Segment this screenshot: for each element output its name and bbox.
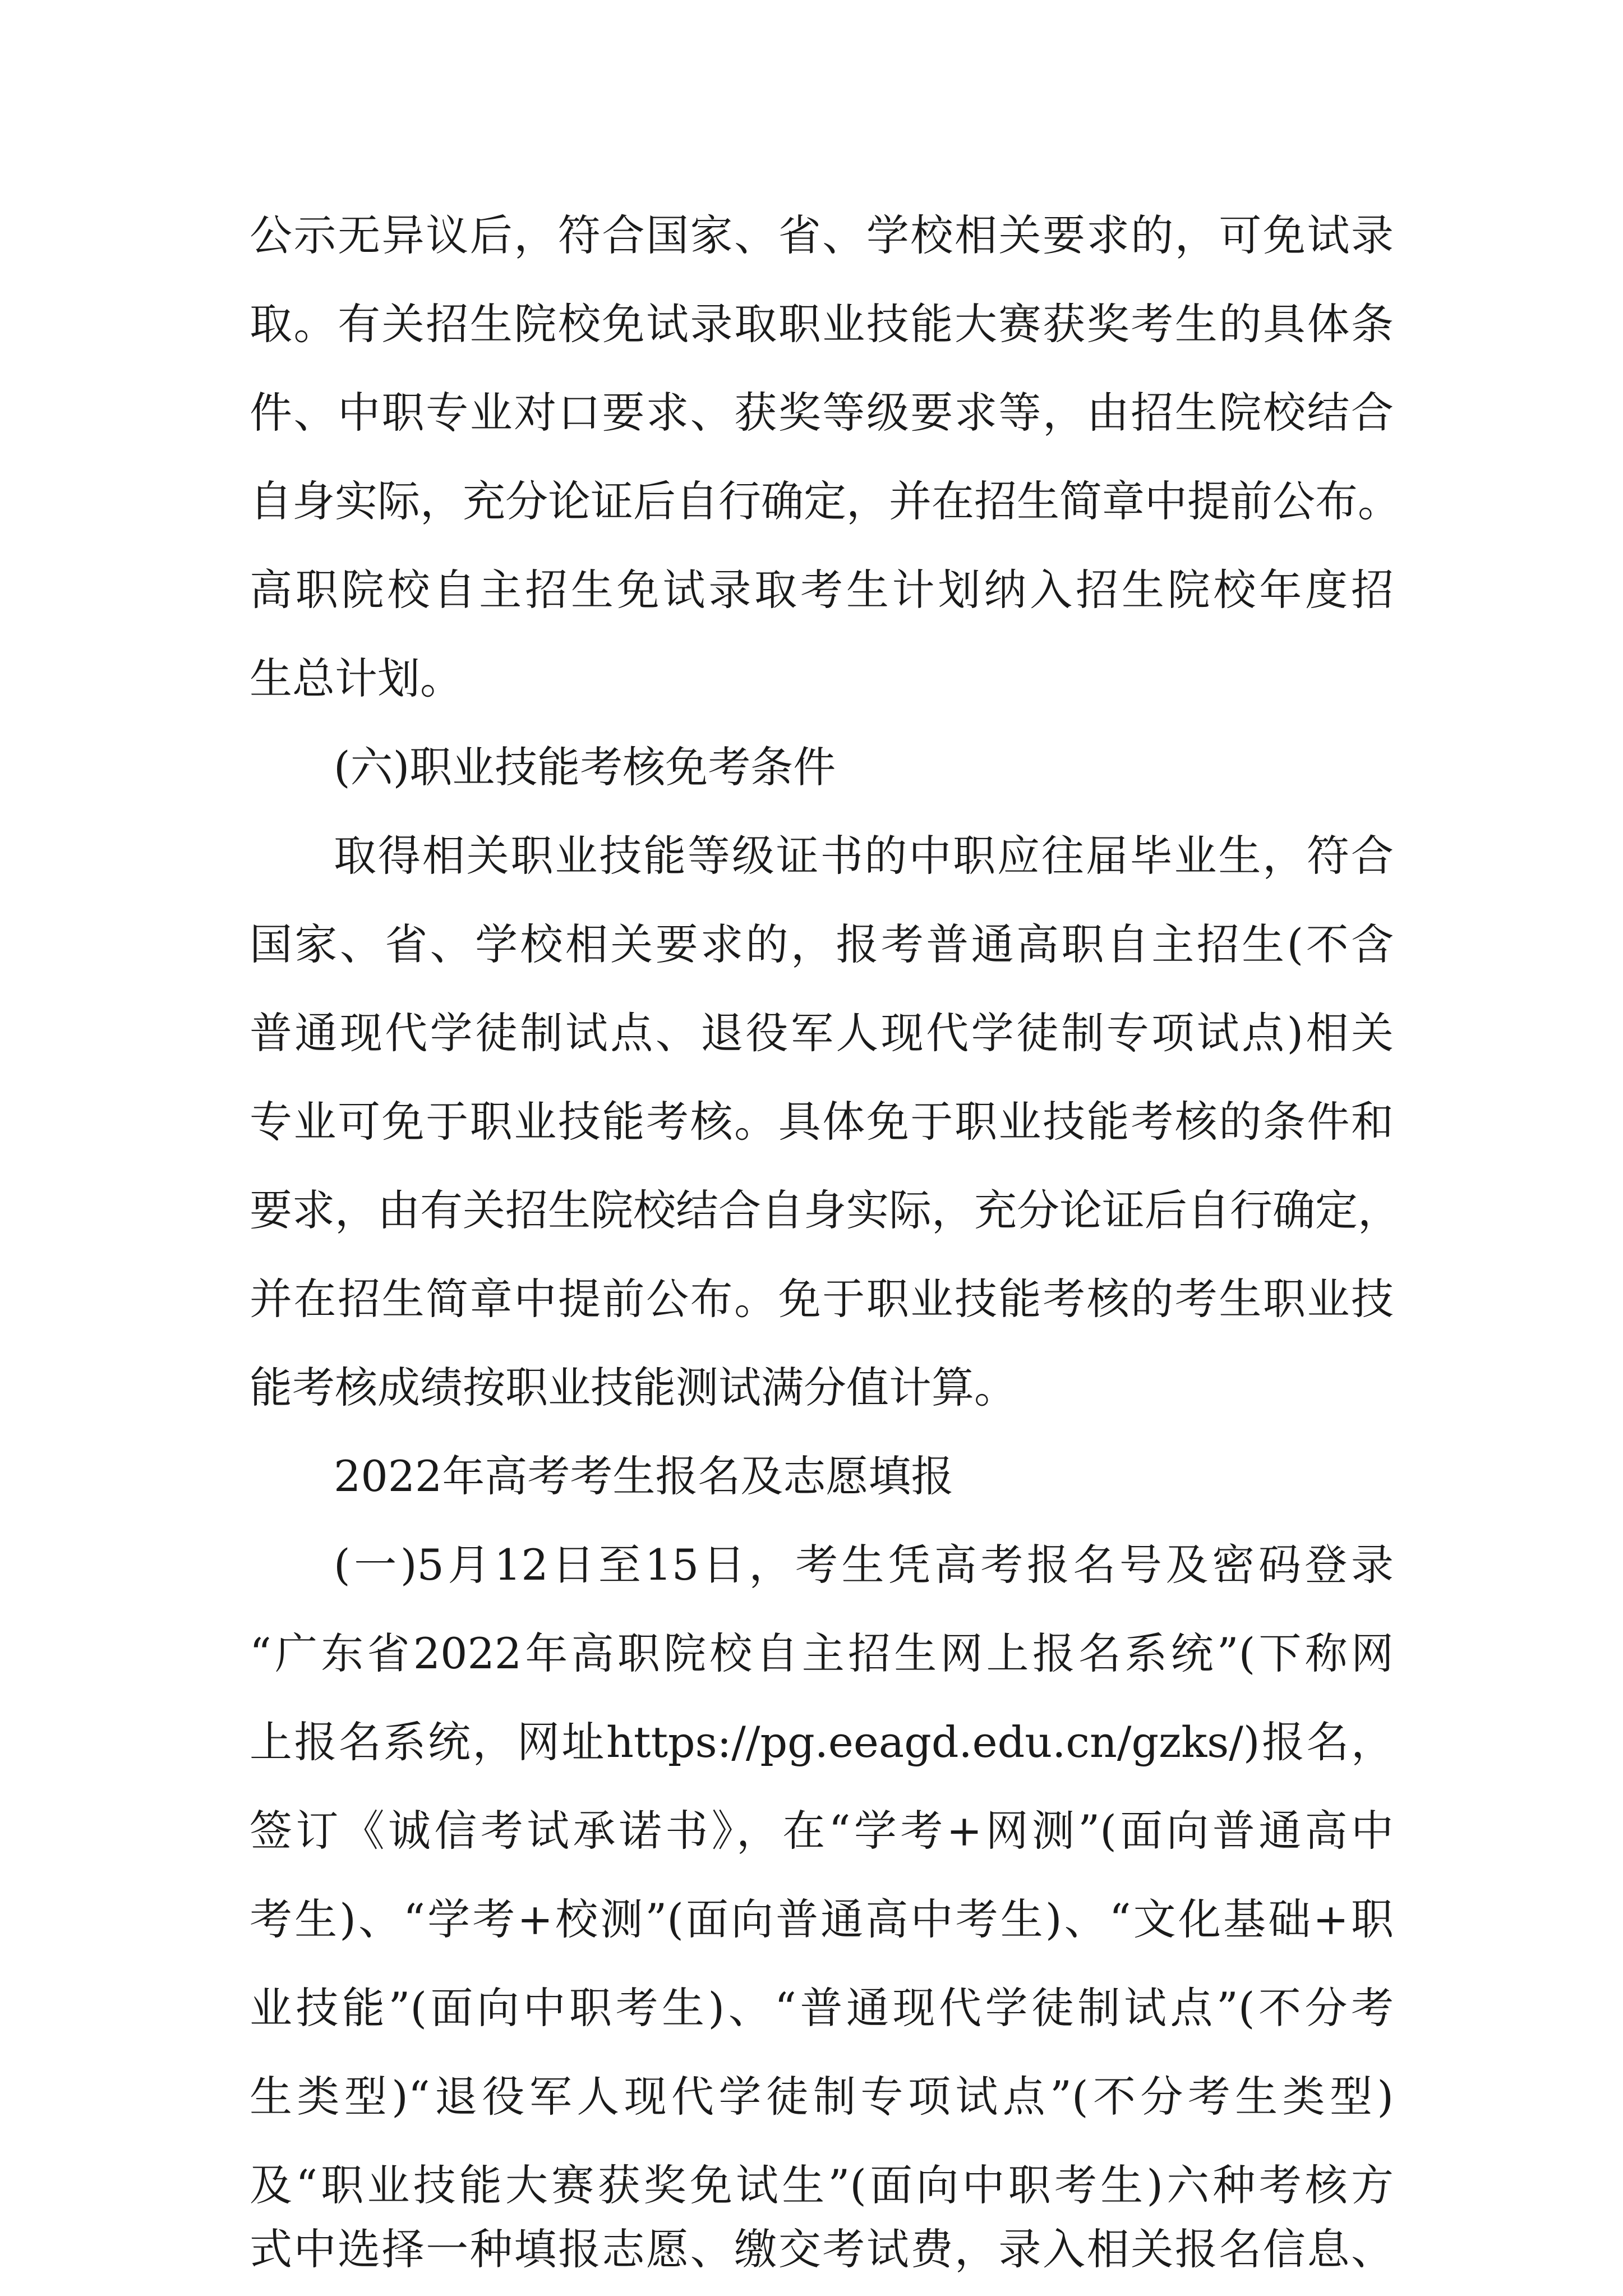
text-line-3: 件、中职专业对口要求、获奖等级要求等，由招生院校结合 [250, 388, 1394, 438]
text-line-24: 式中选择一种填报志愿、缴交考试费，录入相关报名信息、 [250, 2224, 1394, 2274]
text-line-11: 专业可免于职业技能考核。具体免于职业技能考核的条件和 [250, 1097, 1394, 1147]
text-line-22: 生类型)“退役军人现代学徒制专项试点”(不分考生类型) [250, 2072, 1394, 2122]
section-heading-6: (六)职业技能考核免考条件 [334, 742, 836, 792]
text-line-6: 生总计划。 [250, 654, 463, 703]
text-line-18: 上报名系统，网址https://pg.eeagd.edu.cn/gzks/)报名， [250, 1717, 1394, 1767]
text-line-9: 国家、省、学校相关要求的，报考普通高职自主招生(不含 [250, 919, 1394, 969]
text-line-16: (一)5月12日至15日，考生凭高考报名号及密码登录 [334, 1540, 1394, 1590]
text-line-20: 考生)、“学考+校测”(面向普通高中考生)、“文化基础+职 [250, 1894, 1394, 1944]
text-line-12: 要求，由有关招生院校结合自身实际，充分论证后自行确定， [250, 1185, 1400, 1235]
text-line-19: 签订《诚信考试承诺书》，在“学考+网测”(面向普通高中 [250, 1806, 1394, 1856]
text-line-4: 自身实际，充分论证后自行确定，并在招生简章中提前公布。 [250, 476, 1400, 526]
text-line-17: “广东省2022年高职院校自主招生网上报名系统”(下称网 [250, 1628, 1394, 1678]
text-line-5: 高职院校自主招生免试录取考生计划纳入招生院校年度招 [250, 565, 1394, 615]
text-line-8: 取得相关职业技能等级证书的中职应往届毕业生，符合 [334, 831, 1394, 881]
text-line-21: 业技能”(面向中职考生)、“普通现代学徒制试点”(不分考 [250, 1983, 1394, 2033]
text-line-14: 能考核成绩按职业技能测试满分值计算。 [250, 1363, 1017, 1412]
text-line-13: 并在招生简章中提前公布。免于职业技能考核的考生职业技 [250, 1274, 1394, 1324]
text-line-1: 公示无异议后，符合国家、省、学校相关要求的，可免试录 [250, 210, 1394, 260]
text-line-2: 取。有关招生院校免试录取职业技能大赛获奖考生的具体条 [250, 299, 1394, 349]
section-heading-2022: 2022年高考考生报名及志愿填报 [334, 1451, 954, 1501]
text-line-23: 及“职业技能大赛获奖免试生”(面向中职考生)六种考核方 [250, 2160, 1394, 2210]
text-line-10: 普通现代学徒制试点、退役军人现代学徒制专项试点)相关 [250, 1008, 1394, 1058]
